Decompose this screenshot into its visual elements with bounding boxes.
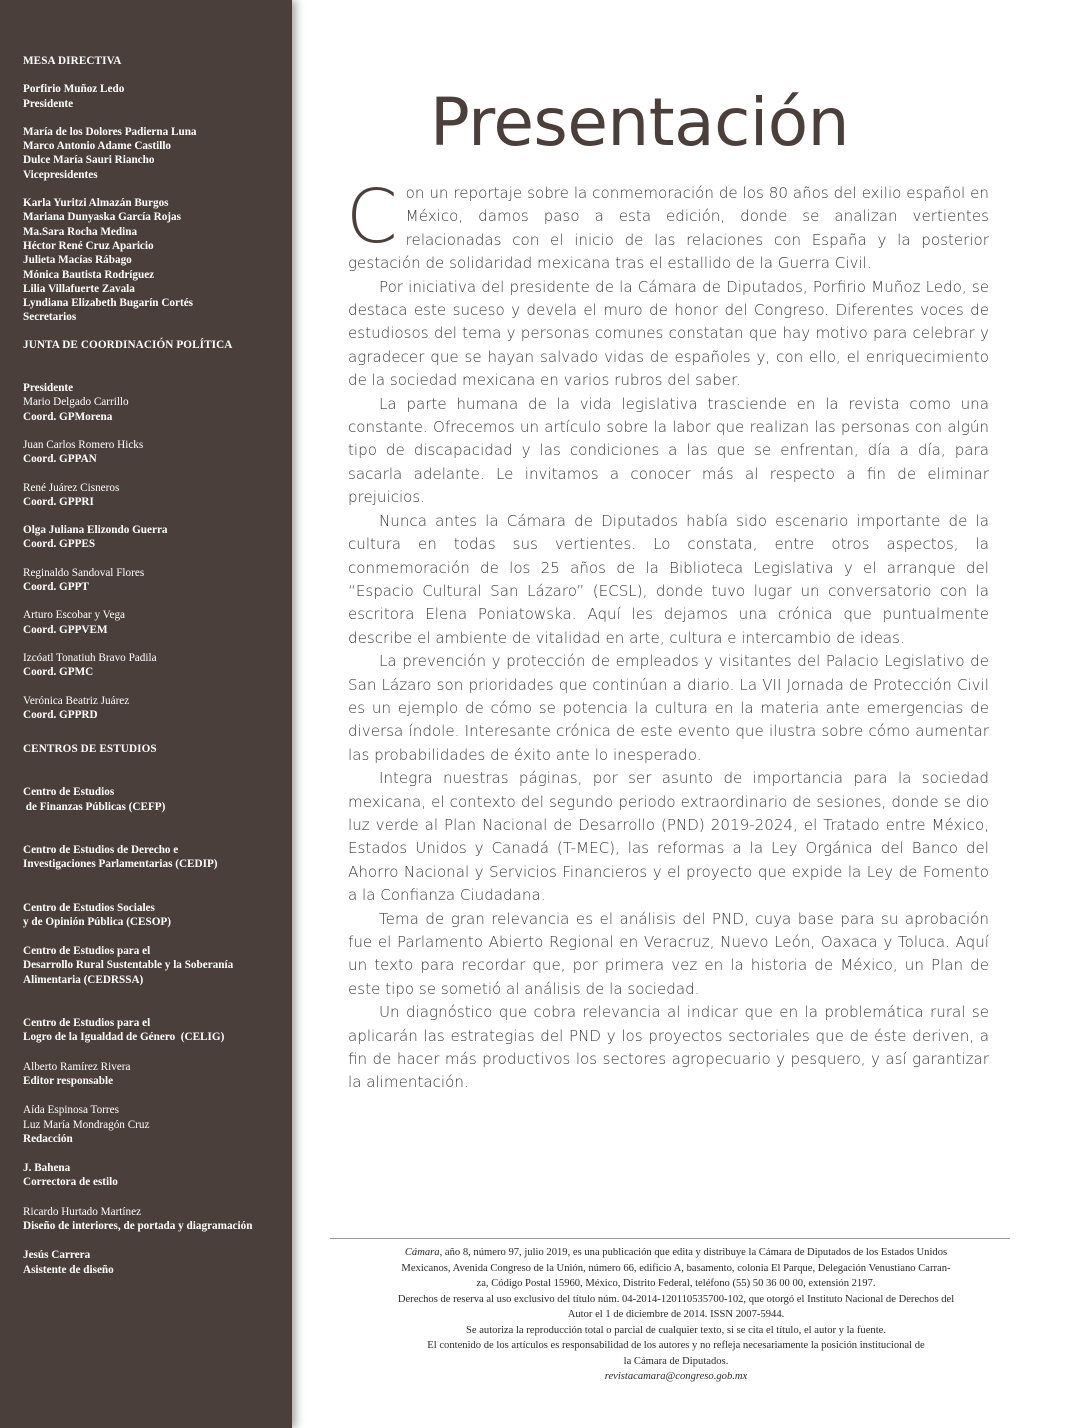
centros-heading: CENTROS DE ESTUDIOS <box>23 743 157 756</box>
staff-role: Redacción <box>23 1132 73 1145</box>
junta-member-role: Coord. GPMorena <box>23 410 113 423</box>
staff-item <box>23 1205 285 1234</box>
staff-name: Aída Espinosa Torres <box>23 1104 119 1117</box>
junta-member-name: Juan Carlos Romero Hicks <box>23 438 144 451</box>
centro-item <box>23 785 285 814</box>
credits-line: Derechos de reserva al uso exclusivo del título núm. 04-2014-120110535700-102, que otorgó el Instituto Nacional de Derechos del <box>397 1293 955 1305</box>
centro-line: y de Opinión Pública (CESOP) <box>23 915 171 928</box>
credits-line: Se autoriza la reproducción total o parcial de cualquier texto, si se cita el título, el autor y la fuente. <box>465 1324 887 1336</box>
junta-member-name: René Juárez Cisneros <box>23 481 120 494</box>
paragraph <box>346 174 989 276</box>
president-block <box>23 82 285 111</box>
junta-member-name: Olga Juliana Elizondo Guerra <box>23 524 168 537</box>
secretary-name: Mariana Dunyaska García Rojas <box>23 211 181 224</box>
junta-heading: JUNTA DE COORDINACIÓN POLÍTICA <box>23 338 233 351</box>
junta-member-role: Coord. GPPAN <box>23 453 97 466</box>
secretary-name: Héctor René Cruz Aparicio <box>23 239 154 252</box>
paragraph: La prevención y protección de empleados y visitantes del Palacio Legislativo de San Lázaro son prioridades que continúan a diario. La VII Jornada de Protección Civil es un ejemplo de cómo se potencia la cultura en la materia ante emergencias de diversa índole. Interesante crónica de este evento que ilustra sobre cómo aumentar las probabilidades de éxito ante lo inesperado. <box>348 652 989 764</box>
staff-name: Jesús Carrera <box>23 1249 91 1262</box>
centro-line: Logro de la Igualdad de Género (CELIG) <box>23 1031 225 1044</box>
credits-line: Autor el 1 de diciembre de 2014. ISSN 2007-5944. <box>567 1309 785 1320</box>
centro-item <box>23 1016 285 1045</box>
junta-member <box>23 438 285 467</box>
staff-item <box>23 1060 285 1089</box>
staff-name: Luz María Mondragón Cruz <box>23 1118 150 1131</box>
staff-name: Ricardo Hurtado Martínez <box>23 1205 142 1218</box>
vice-role: Vicepresidentes <box>23 168 98 181</box>
president-role: Presidente <box>23 97 74 110</box>
paragraph: Tema de gran relevancia es el análisis del PND, cuya base para su aprobación fue el Parlamento Abierto Regional en Veracruz, Nuevo León, Oaxaca y Toluca. Aquí un texto para recordar que, por primera vez en la historia de México, un Plan de este tipo se sometió al análisis de la sociedad. <box>348 909 989 998</box>
paragraph: Un diagnóstico que cobra relevancia al indicar que en la problemática rural se aplicarán las estrategias del PND y los proyectos sectoriales que de éste deriven, a fin de hacer más productivos los sectores agropecuario y pesquero, y así garantizar la alimentación. <box>348 1003 989 1092</box>
junta-member-role: Coord. GPPT <box>23 581 89 594</box>
junta-member <box>23 694 285 723</box>
secretary-name: Karla Yuritzi Almazán Burgos <box>23 197 169 210</box>
vice-name: María de los Dolores Padierna Luna <box>23 125 197 138</box>
paragraph-text: on un reportaje sobre la conmemoración de los 80 años del exilio español en México, damos paso a esta edición, donde se analizan vertientes relacionadas con el inicio de las relaciones con España y la posterior gestación de solidaridad mexicana tras el estallido de la Guerra Civil. <box>348 184 989 273</box>
secretary-role: Secretarios <box>23 311 77 324</box>
centro-line: Desarrollo Rural Sustentable y la Soberanía <box>23 959 234 972</box>
junta-member-name: Arturo Escobar y Vega <box>23 609 126 622</box>
staff-item <box>23 1161 285 1190</box>
junta-member-name: Izcóatl Tonatiuh Bravo Padila <box>23 651 157 664</box>
credits-line: za, Código Postal 15960, México, Distrito Federal, teléfono (55) 50 36 00 00, extensión 2197. <box>476 1278 876 1289</box>
centro-line: Centro de Estudios para el <box>23 1017 151 1030</box>
junta-member <box>23 481 285 510</box>
staff-item <box>23 1103 285 1146</box>
junta-member <box>23 566 285 595</box>
centro-item <box>23 901 285 930</box>
junta-president <box>23 381 285 424</box>
centro-item <box>23 944 285 987</box>
junta-member-name: Reginaldo Sandoval Flores <box>23 566 145 579</box>
staff-name: J. Bahena <box>23 1162 71 1175</box>
staff-role: Editor responsable <box>23 1074 114 1087</box>
secretary-name: Lyndiana Elizabeth Bugarín Cortés <box>23 297 194 310</box>
staff-role: Correctora de estilo <box>23 1176 118 1189</box>
staff-name: Alberto Ramírez Rivera <box>23 1060 131 1073</box>
junta-member <box>23 651 285 680</box>
centro-line: Centro de Estudios <box>23 786 115 799</box>
sidebar <box>0 0 292 1428</box>
centro-item <box>23 843 285 872</box>
credits-line: la Cámara de Diputados. <box>623 1355 729 1367</box>
junta-member-role: Coord. GPPRD <box>23 708 98 721</box>
junta-member-name: Mario Delgado Carrillo <box>23 396 129 409</box>
junta-member-role: Coord. GPPES <box>23 538 96 551</box>
junta-member <box>23 608 285 637</box>
secretary-name: Ma.Sara Rocha Medina <box>23 225 138 238</box>
credits-text: , año 8, número 97, julio 2019, es una publicación que edita y distribuye la Cámara de Diputados de los Estados Unidos <box>439 1247 948 1258</box>
secretary-name: Lilia Villafuerte Zavala <box>23 282 135 295</box>
credits-line: Mexicanos, Avenida Congreso de la Unión, número 66, edificio A, basamento, colonia El Parque, Delegación Venustiano Carran- <box>401 1262 951 1274</box>
secretary-name: Julieta Macías Rábago <box>23 254 132 267</box>
centro-line: Centro de Estudios para el <box>23 945 151 958</box>
publication-name: Cámara <box>404 1247 440 1258</box>
footer-divider <box>330 1238 1010 1239</box>
centro-line: de Finanzas Públicas (CEFP) <box>23 800 166 813</box>
drop-cap: C <box>346 174 398 260</box>
junta-member-role: Coord. GPPVEM <box>23 623 108 636</box>
credits-line: El contenido de los artículos es responsabilidad de los autores y no refleja necesariamente la posición institucional de <box>427 1340 925 1351</box>
junta-president-role: Presidente <box>23 382 74 395</box>
secretary-name: Mónica Bautista Rodríguez <box>23 268 155 281</box>
junta-member-role: Coord. GPPRI <box>23 495 94 508</box>
president-name: Porfirio Muñoz Ledo <box>23 83 125 96</box>
contact-email[interactable]: revistacamara@congreso.gob.mx <box>604 1371 748 1382</box>
credits-line <box>345 1245 1007 1261</box>
centro-line: Alimentaria (CEDRSSA) <box>23 973 144 986</box>
centro-line: Investigaciones Parlamentarias (CEDIP) <box>23 858 218 871</box>
staff-item <box>23 1248 285 1277</box>
centro-line: Centro de Estudios de Derecho e <box>23 843 179 856</box>
publication-credits <box>345 1245 1007 1385</box>
mesa-directiva-heading: MESA DIRECTIVA <box>23 55 122 67</box>
secretary-block <box>23 196 285 325</box>
paragraph: La parte humana de la vida legislativa trasciende en la revista como una constante. Ofrecemos un artículo sobre la labor que realizan las personas con algún tipo de discapacidad y las condiciones a las que se enfrentan, día a día, para sacarla adelante. Le invitamos a conocer más al respecto a fin de eliminar prejuicios. <box>348 394 989 507</box>
vice-block <box>23 125 285 182</box>
paragraph: Integra nuestras páginas, por ser asunto de importancia para la sociedad mexicana, el contexto del segundo periodo extraordinario de sesiones, donde se dio luz verde al Plan Nacional de Desarrollo (PND) 2019-2024, el Tratado entre México, Estados Unidos y Canadá (T-MEC), las reformas a la Ley Orgánica del Banco del Ahorro Nacional y Servicios Financieros y el proyecto que expide la Ley de Fomento a la Confianza Ciudadana. <box>348 769 989 905</box>
page-title: Presentación <box>430 84 849 161</box>
junta-member-role: Coord. GPMC <box>23 666 94 679</box>
vice-name: Dulce María Sauri Riancho <box>23 154 155 167</box>
staff-role: Asistente de diseño <box>23 1263 114 1276</box>
article-body <box>346 174 989 1095</box>
sidebar-credits <box>23 54 285 1277</box>
paragraph: Nunca antes la Cámara de Diputados había sido escenario importante de la cultura en todas sus vertientes. Lo constata, entre otros aspectos, la conmemoración de los 25 años de la Biblioteca Legislativa y el arranque del “Espacio Cultural San Lázaro” (ECSL), donde tuvo lugar un conversatorio con la escritora Elena Poniatowska. Aquí les dejamos una crónica que puntualmente describe el ambiente de vitalidad en arte, cultura e intercambio de ideas. <box>348 511 989 647</box>
staff-role: Diseño de interiores, de portada y diagramación <box>23 1220 253 1233</box>
centro-line: Centro de Estudios Sociales <box>23 901 155 914</box>
junta-member <box>23 523 285 552</box>
junta-member-name: Verónica Beatriz Juárez <box>23 694 130 707</box>
vice-name: Marco Antonio Adame Castillo <box>23 140 172 153</box>
paragraph: Por iniciativa del presidente de la Cámara de Diputados, Porfirio Muñoz Ledo, se destaca este suceso y devela el muro de honor del Congreso. Diferentes voces de estudiosos del tema y personas comunes constatan que hay motivo para celebrar y agradecer que se hayan salvado vidas de españoles y, con ello, el enriquecimiento de la sociedad mexicana en varios rubros del saber. <box>348 277 989 390</box>
